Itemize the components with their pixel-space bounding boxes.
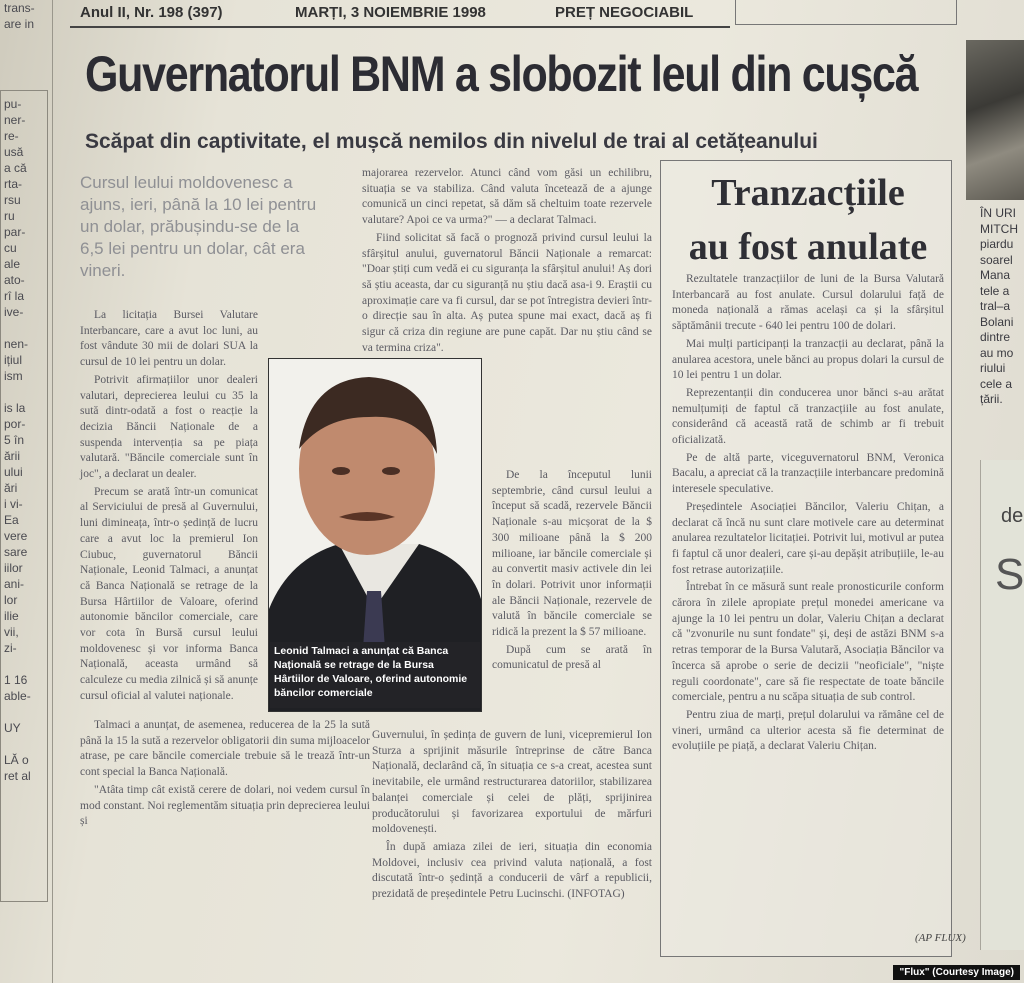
column-fragment: i vi- — [4, 497, 23, 511]
column-fragment — [0, 64, 52, 80]
article-column-1 — [80, 308, 258, 707]
sidebar-title — [663, 166, 953, 274]
article-column-bottom — [372, 728, 652, 905]
left-column-strip — [0, 0, 53, 983]
column-fragment: are in — [4, 17, 35, 31]
right-column-text — [980, 206, 1024, 408]
sidebar-signature: (AP FLUX) — [915, 932, 966, 944]
price-label: PREȚ NEGOCIABIL — [555, 4, 694, 21]
column-fragment: tral–a — [980, 299, 1011, 313]
sidebar-paragraph: Pentru ziua de marți, prețul dolarului va rămâne cel de vineri, urmând ca ulterior acesta să fie determinat de evoluțiile pe piață, a declarat Valeriu Chițan. — [672, 708, 944, 753]
column-fragment: LĂ o — [4, 753, 29, 767]
column-fragment: ru — [4, 209, 15, 223]
sidebar-title-line: Tranzacțiile — [711, 172, 905, 214]
column-fragment: ițiul — [4, 353, 23, 367]
article-column-1-lower — [80, 718, 370, 832]
column-fragment: 1 16 — [4, 673, 28, 687]
column-fragment: zi- — [4, 641, 17, 655]
column-fragment: par- — [4, 225, 26, 239]
lead-line: un dolar, prăbușindu-se de la — [80, 217, 300, 236]
lead-line: vineri. — [80, 261, 126, 280]
advert-letter: S — [995, 550, 1024, 599]
column-fragment: au mo — [980, 345, 1014, 360]
sidebar-body — [672, 272, 944, 757]
article-column-2 — [362, 166, 652, 358]
column-fragment: vere — [4, 529, 28, 543]
left-column-frame — [0, 90, 48, 902]
image-credit: "Flux" (Courtesy Image) — [893, 965, 1020, 980]
column-fragment: iilor — [4, 561, 23, 575]
column-fragment: soarel — [980, 252, 1013, 267]
column-fragment: Bolani — [980, 314, 1014, 329]
body-paragraph: "Atâta timp cât există cerere de dolari, noi vedem cursul în mod constant. Noi reglementăm situația prin deprecierea leului și — [80, 783, 370, 828]
lead-line: ajuns, ieri, până la 10 lei pentru — [80, 195, 317, 214]
column-fragment: ani- — [4, 577, 25, 591]
column-fragment: ÎN URI — [980, 206, 1016, 220]
sidebar-paragraph: Președintele Asociației Băncilor, Valeriu Chițan, a declarat că încă nu sunt clare motivele care au determinat anularea rezultatelor licitației. Potrivit lui, motivul ar putea fi faptul că unor dealeri, care și-au depășit atribuțiile, le-au fost retrase autorizațiile. — [672, 500, 944, 576]
column-fragment: cele a — [980, 376, 1013, 391]
column-fragment: usă — [4, 145, 24, 159]
column-fragment: vii, — [4, 625, 19, 639]
masthead-box — [735, 0, 957, 25]
advert-text: de — [1001, 505, 1024, 527]
photo-caption: Leonid Talmaci a anunțat că Banca Națională se retrage de la Bursa Hârtiilor de Valoare, oferind autonomie băncilor comerciale — [270, 642, 480, 708]
sidebar-paragraph: Reprezentanții din conducerea unor bănci s-au arătat nemulțumiți de faptul că tranzacțiile au fost anulate, considerând că această rată de schimb ar fi trebuit oficializată. — [672, 386, 944, 447]
column-fragment: ret al — [4, 769, 31, 783]
column-fragment: is la — [4, 401, 26, 415]
column-fragment: MITCH — [980, 221, 1018, 236]
column-fragment: a că — [4, 161, 27, 175]
issue-number: Anul II, Nr. 198 (397) — [80, 4, 223, 21]
article-column-3 — [492, 468, 652, 676]
column-fragment — [0, 48, 52, 64]
subheadline: Scăpat din captivitate, el mușcă nemilos din nivelul de trai al cetățeanului — [85, 130, 818, 153]
column-fragment: rsu — [4, 193, 21, 207]
column-fragment: ive- — [4, 305, 24, 319]
column-fragment — [0, 32, 52, 48]
headline: Guvernatorul BNM a slobozit leul din cușcă — [85, 46, 918, 102]
column-fragment: nen- — [4, 337, 29, 351]
column-fragment: ării — [4, 449, 21, 463]
column-fragment: 5 în — [4, 433, 25, 447]
column-fragment: ato- — [4, 273, 25, 287]
sidebar-paragraph: Pe de altă parte, viceguvernatorul BNM, Veronica Bacalu, a apreciat că la tranzacțiile interbancare predomină interesele speculative. — [672, 451, 945, 496]
column-fragment: ilie — [4, 609, 19, 623]
body-paragraph: În după amiaza zilei de ieri, situația din economia Moldovei, inclusiv cea privind valuta națională, a fost discutată într-o ședință a conducerii de vârf a republicii, prezidată de președintele Petru Lucinschi. (INFOTAG) — [372, 840, 652, 901]
sidebar-paragraph: Mai mulți participanți la tranzacții au declarat, până la anularea acestora, unele bănci au propus dolari la cursul de 10 lei pentru 1 un dolar. — [672, 337, 944, 382]
masthead — [70, 0, 730, 28]
body-paragraph: Fiind solicitat să facă o prognoză privind cursul leului la sfârșitul anului, guvernatorul Băncii Naționale a remarcat: "Doar știți cum vedă ei cu siguranța la sfârșitul anului! Aș dori să știu aceasta, dar cu siguranță nu știu dacă asa-i 9. Eraștii cu aproximație care va fi cursul, dar se pot întregistra devieri într-o direcție sau în alta. Aș putea spune mai exact, dacă aș fi sigur că criza din regiune are pune capăt. Dar nu știu când se va termina criza". — [362, 231, 652, 354]
body-paragraph: După cum se arată în comunicatul de presă al — [492, 643, 652, 672]
column-fragment: rî la — [4, 289, 25, 303]
column-fragment: ări — [4, 481, 18, 495]
column-fragment: dintre — [980, 330, 1011, 344]
sidebar-title-line: au fost anulate — [688, 226, 928, 268]
lead-line: 6,5 lei pentru un dolar, cât era — [80, 239, 305, 258]
column-fragment: re- — [4, 129, 19, 143]
column-fragment: UY — [4, 721, 21, 735]
body-paragraph: Talmaci a anunțat, de asemenea, reducerea de la 25 la sută până la 15 la sută a rezervelor obligatorii din suma mijloacelor atrase, pe care băncile comerciale trebuie să le trează într-un cont special la Banca Națională. — [80, 719, 370, 779]
column-fragment: rta- — [4, 177, 22, 191]
column-fragment: ner- — [4, 113, 26, 127]
body-paragraph: Potrivit afirmațiilor unor dealeri valutari, deprecierea leului cu 35 la sută dintr-odată a fost o reacție la decizia Băncii Naționale de a suspenda intervenția sa pe piața valutară. "Băncile comerciale sunt în joc", a declarat un dealer. — [80, 373, 258, 481]
right-advert — [980, 460, 1024, 950]
column-fragment: ului — [4, 465, 23, 479]
lead-paragraph — [80, 172, 350, 282]
column-fragment: piardu — [980, 237, 1014, 251]
column-fragment: por- — [4, 417, 26, 431]
body-paragraph: Guvernului, în ședința de guvern de luni, vicepremierul Ion Sturza a sprijinit măsurile întreprinse de către Banca Națională, declarând că, în situația ce s-a creat, acestea sunt inevitabile, ele urmând restructurarea datoriilor, stabilizarea balanței comerciale și celei de plăți, sprijinirea producătorului și favorizarea exportului de mărfuri moldovenești. — [372, 729, 652, 836]
column-fragment: riului — [980, 361, 1006, 375]
neighbour-photo — [966, 40, 1024, 200]
lead-line: Cursul leului moldovenesc a — [80, 173, 293, 192]
column-fragment: cu — [4, 241, 17, 255]
body-paragraph: La licitația Bursei Valutare Interbancare, care a avut loc luni, au fost vândute 30 mii de dolari SUA la cursul de 10 lei pentru un dolar. — [80, 309, 258, 369]
body-paragraph: majorarea rezervelor. Atunci când vom găsi un echilibru, situația se va stabiliza. Când valuta încetează de a ajunge comunică un cinci repetat, să dăm să cheltuim toate rezervele valutare? Apoi ce va urma?" — a declarat Talmaci. — [362, 167, 652, 227]
column-fragment: pu- — [4, 97, 22, 111]
column-fragment: Mana — [980, 268, 1011, 282]
sidebar-paragraph: Rezultatele tranzacțiilor de luni de la Bursa Valutară Interbancară au fost anulate. Cursul dolarului față de moneda națională a rămas același ca și la sfârșitul săptămânii trecute - 640 lei pentru 100 de dolari. — [672, 273, 944, 333]
sidebar-paragraph: Întrebat în ce măsură sunt reale pronosticurile conform cărora în zilele apropiate prețul monedei americane va ajunge la 10 lei pentru un dolar, Valeriu Chițan a declarat că "zvonurile nu sunt fondate" și, deși de astăzi BNM s-a retras temporar de la Bursa Valutară, Asociația Băncilor va încerca să aprobe o serie de decizii "neoficiale", "niște reguli coordonate", care să fie respectate de toate băncile comerciale, pentru a nu scăpa situația de sub control. — [672, 581, 944, 704]
issue-date: MARȚI, 3 NOIEMBRIE 1998 — [295, 4, 486, 21]
body-paragraph: Precum se arată într-un comunicat al Serviciului de presă al Guvernului, luni dimineața, într-o ședință de lucru care a avut loc la premierul Ion Ciubuc, guvernatorul Băncii Naționale, Leonid Talmaci, a anunțat că Banca Națională se retrage de la Bursa Hârtiilor de Valoare, oferind autonomie băncilor comerciale, care vor cota în Bursă cursul leului moldovenesc și vor informa Banca Națională, aceasta urmând să calculeze cu media zilnică și să anunțe cursul oficial al valutei naționale. — [80, 485, 258, 702]
column-fragment: lor — [4, 593, 18, 607]
column-fragment: Ea — [4, 513, 19, 527]
body-paragraph: De la începutul lunii septembrie, când cursul leului a început să scadă, rezervele Băncii Naționale s-au micșorat de la $ 300 milioane până la $ 200 milioane, iar băncile comerciale și au convertit masiv activele din lei în dolari. Potrivit unor informații ale Băncii Naționale, rezervele de valută în băncile comerciale se ridică la prezent la $ 57 milioane. — [492, 469, 652, 639]
column-fragment: tele a — [980, 283, 1010, 298]
column-fragment: sare — [4, 545, 28, 559]
column-fragment: trans- — [4, 1, 35, 15]
column-fragment: ale — [4, 257, 21, 271]
column-fragment: țării. — [980, 392, 1003, 406]
column-fragment: ism — [4, 369, 23, 383]
column-fragment: able- — [4, 689, 31, 703]
